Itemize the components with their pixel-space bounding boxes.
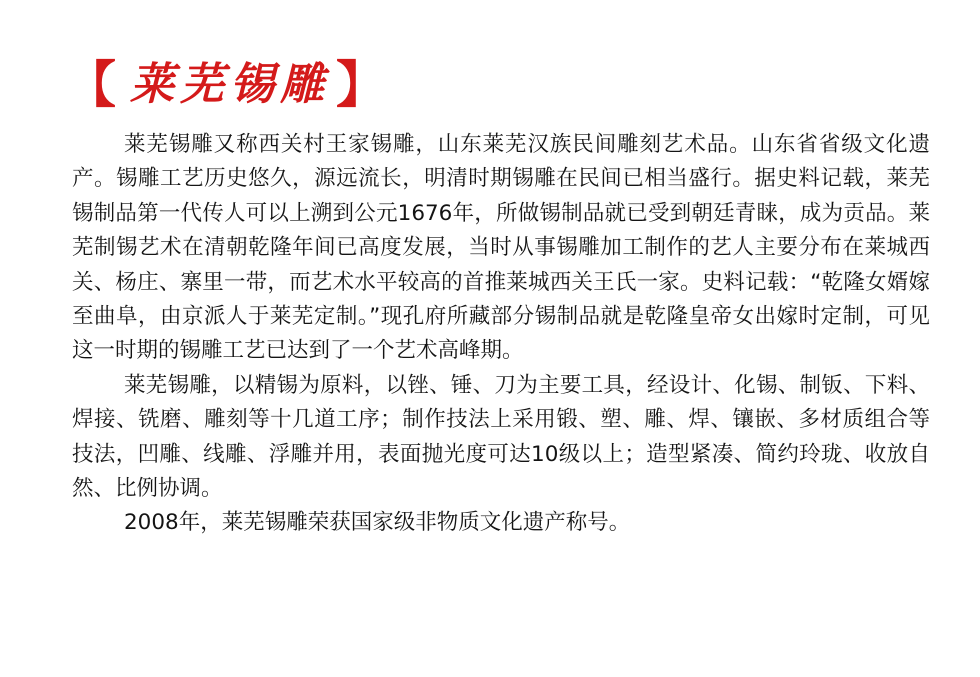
slide-title (66, 55, 386, 114)
paragraph-history: 莱芜锡雕又称西关村王家锡雕，山东莱芜汉族民间雕刻艺术品。山东省省级文化遗产。锡雕工艺历史悠久，源远流长，明清时期锡雕在民间已相当盛行。据史料记载，莱芜锡制品第一代传人可以上溯到公元1676年，所做锡制品就已受到朝廷青睐，成为贡品。莱芜制锡艺术在清朝乾隆年间已高度发展，当时从事锡雕加工制作的艺人主要分布在莱城西关、杨庄、寨里一带，而艺术水平较高的首推莱城西关王氏一家。史料记载：“乾隆女婿嫁至曲阜，由京派人于莱芜定制。”现孔府所藏部分锡制品就是乾隆皇帝女出嫁时定制，可见这一时期的锡雕工艺已达到了一个艺术高峰期。 (72, 132, 930, 364)
article-body (72, 128, 930, 541)
title-bracket-right: 】 (336, 55, 386, 114)
paragraph-craft: 莱芜锡雕，以精锡为原料，以锉、锤、刀为主要工具，经设计、化锡、制钣、下料、焊接、铣磨、雕刻等十几道工序；制作技法上采用锻、塑、雕、焊、镶嵌、多材质组合等技法，凹雕、线雕、浮雕并用，表面抛光度可达10级以上；造型紧凑、简约玲珑、收放自然、比例协调。 (72, 372, 930, 502)
title-text: 莱芜锡雕 (130, 59, 330, 110)
paragraph-honor: 2008年，莱芜锡雕荣获国家级非物质文化遗产称号。 (124, 510, 631, 536)
title-bracket-left: 【 (66, 55, 116, 114)
